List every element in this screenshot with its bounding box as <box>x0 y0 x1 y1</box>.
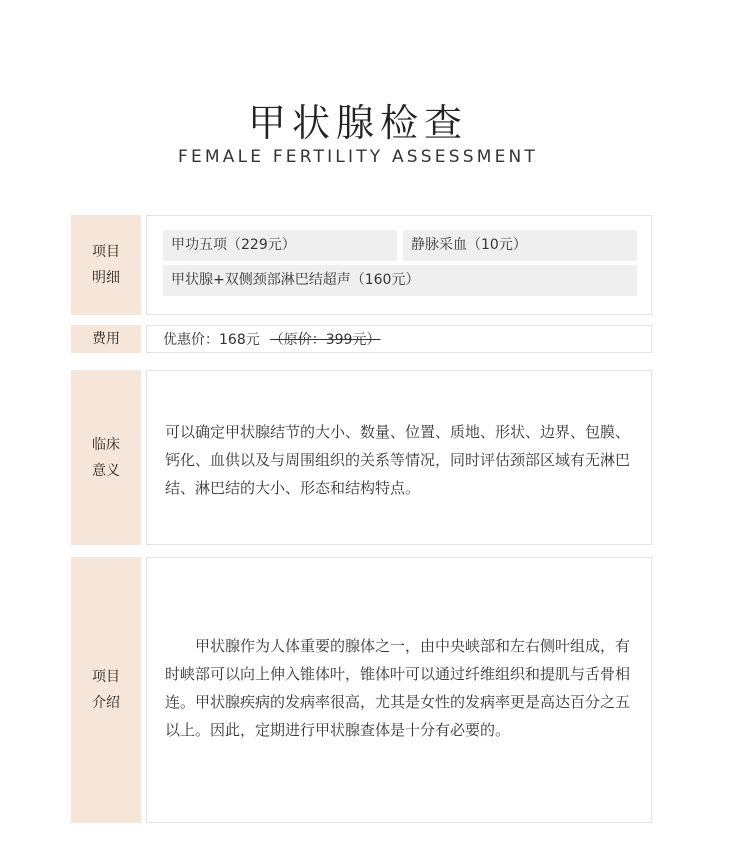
item-cell: 静脉采血（10元） <box>403 230 637 261</box>
clinical-text: 可以确定甲状腺结节的大小、数量、位置、质地、形状、边界、包膜、钙化、血供以及与周围组织的关系等情况，同时评估颈部区域有无淋巴结、淋巴结的大小、形态和结构特点。 <box>165 423 631 497</box>
items-label-line2: 明细 <box>92 270 120 286</box>
items-label-line1: 项目 <box>92 244 120 260</box>
intro-label-line2: 介绍 <box>92 695 120 711</box>
page-subtitle: FEMALE FERTILITY ASSESSMENT <box>177 147 539 167</box>
discount-price: 优惠价：168元 <box>163 332 260 348</box>
original-price: （原价：399元） <box>269 332 381 348</box>
fee-label-text: 费用 <box>92 331 120 347</box>
fee-panel <box>146 325 652 353</box>
intro-label-line1: 项目 <box>92 669 120 685</box>
clinical-label-line1: 临床 <box>92 436 120 453</box>
item-cell: 甲功五项（229元） <box>163 230 397 261</box>
clinical-label-line2: 意义 <box>92 462 120 479</box>
clinical-panel <box>146 370 652 545</box>
intro-label <box>71 557 141 823</box>
items-panel <box>146 215 652 315</box>
intro-text: 甲状腺作为人体重要的腺体之一，由中央峡部和左右侧叶组成，有时峡部可以向上伸入锥体叶，锥体叶可以通过纤维组织和提肌与舌骨相连。甲状腺疾病的发病率很高，尤其是女性的发病率更是高达百分之五以上。因此，定期进行甲状腺查体是十分有必要的。 <box>165 637 631 739</box>
item-cell: 甲状腺+双侧颈部淋巴结超声（160元） <box>163 265 637 296</box>
clinical-label <box>71 370 141 545</box>
price-line <box>163 326 380 354</box>
page-title: 甲状腺检查 <box>247 101 468 145</box>
items-label <box>71 215 141 315</box>
intro-panel <box>146 557 652 823</box>
fee-label <box>71 325 141 353</box>
